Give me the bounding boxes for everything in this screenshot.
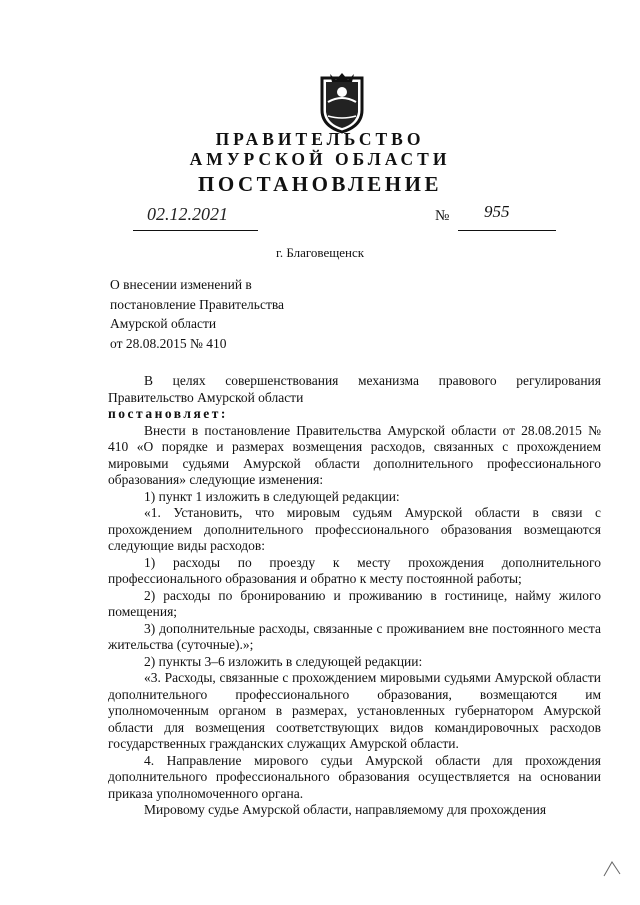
paragraph-decree-word: постановляет: (108, 406, 228, 421)
handwritten-number: 955 (484, 202, 510, 221)
number-label: № (435, 208, 450, 224)
paragraph: 2) расходы по бронированию и проживанию в гостинице, найму жилого помещения; (108, 587, 601, 619)
number-field (458, 202, 556, 231)
government-name-line2: АМУРСКОЙ ОБЛАСТИ (189, 149, 451, 169)
paragraph: Внести в постановление Правительства Амурской области от 28.08.2015 № 410 «О порядке и размерах возмещения расходов, связанных с прохождением мировыми судьями Амурской области дополнительного профессионального образования» следующие изменения: (108, 422, 601, 487)
paragraph: 1) расходы по проезду к месту прохождения дополнительного профессионального образования и обратно к месту постоянной работы; (108, 554, 601, 586)
subject-line: постановление Правительства (110, 296, 285, 312)
paragraph-preamble: В целях совершенствования механизма правового регулирования Правительство Амурской области (108, 373, 601, 405)
corner-mark-icon (602, 858, 622, 878)
subject-line: Амурской области (110, 316, 217, 332)
government-name-line1: ПРАВИТЕЛЬСТВО (215, 129, 425, 149)
paragraph: 4. Направление мирового судьи Амурской области для прохождения дополнительного профессионального образования осуществляется на основании приказа уполномоченного органа. (108, 752, 601, 801)
paragraph: «1. Установить, что мировым судьям Амурской области в связи с прохождением дополнительного профессионального образования возмещаются следующие виды расходов: (108, 505, 601, 553)
document-subject (110, 275, 284, 353)
paragraph: Мировому судье Амурской области, направляемому для прохождения (144, 802, 547, 817)
subject-line: от 28.08.2015 № 410 (110, 335, 227, 351)
paragraph: «3. Расходы, связанные с прохождением мировыми судьями Амурской области дополнительного профессионального образования, возмещаются им уполномоченным органом в размерах, установленных губернатором Амурской области для возмещения соответствующих видов командировочных расходов государственных гражданских служащих Амурской области. (108, 670, 601, 751)
document-type-title: ПОСТАНОВЛЕНИЕ (198, 172, 442, 196)
document-body (108, 373, 601, 819)
paragraph: 2) пункты 3–6 изложить в следующей редакции: (144, 653, 423, 669)
handwritten-date: 02.12.2021 (147, 204, 228, 224)
city-name: г. Благовещенск (275, 245, 365, 260)
paragraph: 1) пункт 1 изложить в следующей редакции: (144, 488, 400, 504)
paragraph: 3) дополнительные расходы, связанные с проживанием вне постоянного места жительства (суточные).»; (108, 620, 601, 652)
subject-line: О внесении изменений в (110, 277, 252, 292)
coat-of-arms-icon (316, 72, 368, 134)
date-field (133, 206, 258, 231)
